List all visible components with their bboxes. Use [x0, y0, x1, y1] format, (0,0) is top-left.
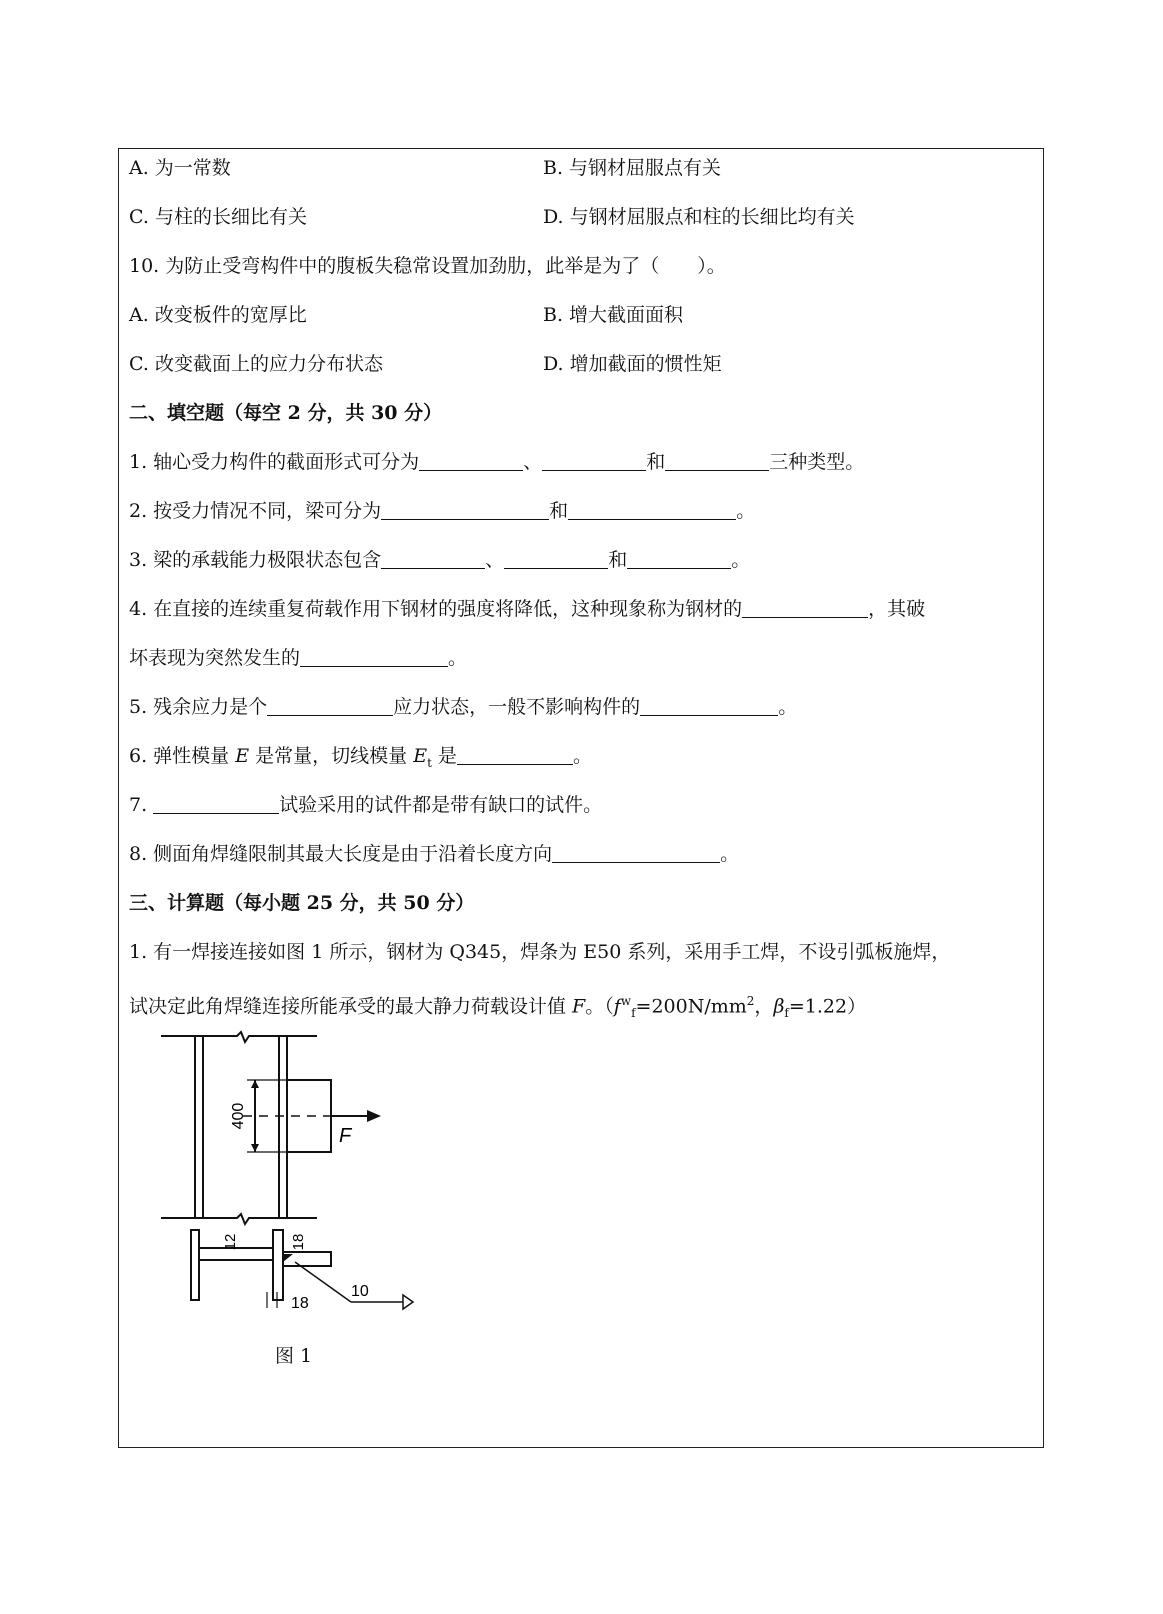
q3-text-2: 、 — [485, 549, 505, 571]
fill-q3 — [129, 548, 750, 572]
weld-size-10-label: 10 — [351, 1283, 369, 1300]
answer-blank[interactable] — [742, 599, 868, 618]
answer-blank[interactable] — [381, 550, 485, 569]
fill-q4-line2 — [129, 646, 467, 670]
calc-q1-text-e: =1.22） — [788, 995, 867, 1018]
answer-blank[interactable] — [457, 746, 573, 765]
q4-text-3: 坏表现为突然发生的 — [129, 647, 301, 669]
q10-option-c: C. 改变截面上的应力分布状态 — [129, 353, 383, 375]
dim-arrow-top — [251, 1080, 259, 1088]
beta-symbol: β — [773, 995, 785, 1018]
answer-blank[interactable] — [504, 550, 608, 569]
q2-text-3: 。 — [736, 500, 756, 522]
fill-q8 — [129, 842, 739, 866]
weld-connection-figure — [155, 1030, 425, 1360]
force-label: F — [339, 1125, 352, 1147]
answer-blank[interactable] — [419, 452, 523, 471]
q7-text-1: 7. — [129, 794, 154, 816]
fill-q5 — [129, 695, 797, 719]
answer-blank[interactable] — [267, 697, 393, 716]
beta-subscript: f — [784, 1006, 789, 1021]
section3-title: 三、计算题（每小题 25 分，共 50 分） — [129, 892, 475, 914]
q2-text-2: 和 — [549, 500, 569, 522]
calc-q1-text-d: ， — [754, 995, 774, 1018]
q2-text-1: 2. 按受力情况不同，梁可分为 — [129, 500, 382, 522]
q9-option-a: A. 为一常数 — [129, 157, 231, 179]
answer-blank[interactable] — [627, 550, 731, 569]
q4-text-2: ，其破 — [868, 598, 926, 620]
q3-text-4: 。 — [731, 549, 751, 571]
q6-text-2: 是常量，切线模量 — [249, 745, 414, 767]
calc-q1-text-b: 。（ — [585, 995, 614, 1018]
force-symbol: F — [572, 995, 586, 1018]
figure-caption: 图 1 — [275, 1345, 313, 1367]
q6-text-4: 。 — [572, 745, 592, 767]
fill-q4-line1 — [129, 597, 925, 621]
calc-q1-text-c: =200N/mm — [635, 995, 747, 1018]
q9-option-b: B. 与钢材屈服点有关 — [543, 157, 722, 179]
q9-option-c: C. 与柱的长细比有关 — [129, 206, 307, 228]
q1-text-1: 1. 轴心受力构件的截面形式可分为 — [129, 451, 420, 473]
q5-text-3: 。 — [778, 696, 798, 718]
answer-blank[interactable] — [542, 452, 646, 471]
q10-stem: 10. 为防止受弯构件中的腹板失稳常设置加劲肋，此举是为了（ ）。 — [129, 255, 726, 277]
dim-18-horizontal-label: 18 — [291, 1295, 309, 1312]
q3-text-3: 和 — [608, 549, 628, 571]
q5-text-1: 5. 残余应力是个 — [129, 696, 268, 718]
answer-blank[interactable] — [300, 648, 448, 667]
tangent-modulus-subscript: t — [427, 755, 432, 770]
dim-arrow-bottom — [251, 1144, 259, 1152]
calc-q1-text-a: 试决定此角焊缝连接所能承受的最大静力荷载设计值 — [129, 995, 573, 1018]
fill-q1 — [129, 450, 864, 474]
q1-text-3: 和 — [646, 451, 666, 473]
modulus-symbol: E — [235, 745, 250, 767]
answer-blank[interactable] — [153, 795, 279, 814]
q10-option-d: D. 增加截面的惯性矩 — [543, 353, 722, 375]
q3-text-1: 3. 梁的承载能力极限状态包含 — [129, 549, 382, 571]
weld-strength-symbol: f — [613, 995, 621, 1018]
force-arrowhead — [367, 1110, 381, 1122]
calc-q1-line1: 1. 有一焊接连接如图 1 所示，钢材为 Q345，焊条为 E50 系列，采用手工焊，不设引弧板施焊， — [129, 941, 951, 963]
weld-arrowhead — [403, 1295, 413, 1309]
q10-option-a: A. 改变板件的宽厚比 — [129, 304, 307, 326]
q5-text-2: 应力状态，一般不影响构件的 — [393, 696, 641, 718]
q1-text-2: 、 — [523, 451, 543, 473]
weld-strength-superscript: w — [620, 994, 632, 1008]
q4-text-1: 4. 在直接的连续重复荷载作用下钢材的强度将降低，这种现象称为钢材的 — [129, 598, 743, 620]
q9-option-d: D. 与钢材屈服点和柱的长细比均有关 — [543, 206, 855, 228]
answer-blank[interactable] — [568, 501, 736, 520]
tangent-modulus-symbol: E — [413, 745, 428, 767]
q8-text-1: 8. 侧面角焊缝限制其最大长度是由于沿着长度方向 — [129, 843, 553, 865]
unit-superscript: 2 — [746, 994, 755, 1008]
q4-text-4: 。 — [448, 647, 468, 669]
calc-q1-line2 — [129, 989, 866, 1025]
fill-q7 — [129, 793, 602, 817]
section2-title: 二、填空题（每空 2 分，共 30 分） — [129, 402, 443, 424]
weld-symbol — [283, 1254, 293, 1262]
weld-strength-subscript: f — [631, 1006, 636, 1021]
q6-text-1: 6. 弹性模量 — [129, 745, 236, 767]
q8-text-2: 。 — [720, 843, 740, 865]
fill-q2 — [129, 499, 755, 523]
dim-400-label: 400 — [230, 1102, 247, 1130]
dim-12-label: 12 — [222, 1233, 239, 1251]
answer-blank[interactable] — [665, 452, 769, 471]
q10-option-b: B. 增大截面面积 — [543, 304, 684, 326]
q6-text-3: 是 — [431, 745, 457, 767]
fill-q6 — [129, 744, 592, 775]
q1-text-4: 三种类型。 — [769, 451, 865, 473]
answer-blank[interactable] — [552, 844, 720, 863]
q7-text-2: 试验采用的试件都是带有缺口的试件。 — [279, 794, 603, 816]
dim-18-vertical-label: 18 — [290, 1233, 307, 1251]
answer-blank[interactable] — [640, 697, 778, 716]
answer-blank[interactable] — [381, 501, 549, 520]
